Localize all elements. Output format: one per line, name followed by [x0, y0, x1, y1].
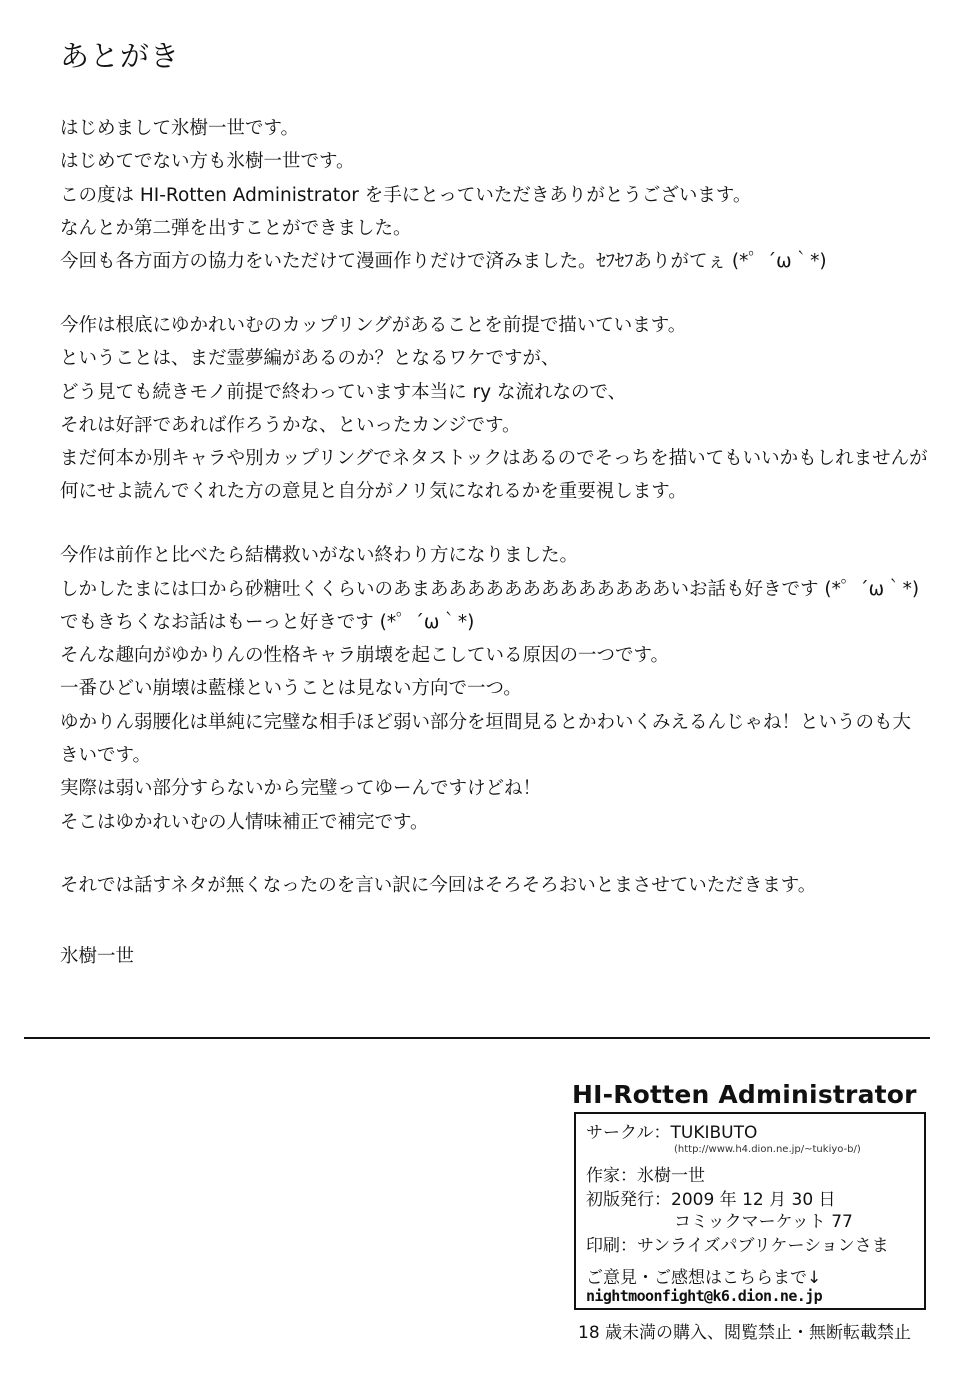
afterword-line: 何にせよ読んでくれた方の意見と自分がノリ気になれるかを重要視します。: [60, 481, 687, 503]
afterword-paragraph: [60, 539, 960, 839]
colophon-author: 作家：氷樹一世: [586, 1166, 705, 1186]
afterword-line: はじめまして氷樹一世です。: [60, 118, 300, 139]
afterword-line: 実際は弱い部分すらないから完璧ってゆーんですけどね！: [60, 778, 542, 800]
afterword-line: まだ何本か別キャラや別カップリングでネタストックはあるのでそっちを描いてもいいかもしれませんが: [60, 448, 928, 470]
section-divider: [24, 1037, 930, 1039]
colophon-feedback: ご意見・ご感想はこちらまで↓: [586, 1268, 822, 1288]
page-title: あとがき: [60, 39, 181, 73]
afterword-line: この度は HI-Rotten Administrator を手にとっていただきありがとうございます。: [60, 184, 752, 206]
colophon-printer: 印刷：サンライズパブリケーションさま: [586, 1236, 889, 1256]
afterword-line: しかしたまには口から砂糖吐くくらいのあまあああああああああああああいお話も好きです (*゜´ω｀*): [60, 578, 920, 600]
afterword-line: どう見ても続きモノ前提で終わっています本当に ry な流れなので、: [60, 381, 627, 403]
author-signature: 氷樹一世: [60, 946, 135, 967]
afterword-line: 今作は前作と比べたら結構救いがない終わり方になりました。: [60, 545, 579, 567]
colophon-box: [574, 1112, 926, 1310]
afterword-paragraph: [60, 309, 960, 509]
afterword-line: それは好評であれば作ろうかな、といったカンジです。: [60, 414, 521, 436]
age-restriction-notice: 18 歳未満の購入、閲覧禁止・無断転載禁止: [578, 1323, 912, 1343]
colophon-circle-url: (http://www.h4.dion.ne.jp/~tukiyo-b/): [674, 1144, 861, 1155]
afterword-line: そこはゆかれいむの人情味補正で補完です。: [60, 811, 429, 833]
colophon-event: コミックマーケット 77: [674, 1212, 853, 1232]
afterword-line: それでは話すネタが無くなったのを言い訳に今回はそろそろおいとまさせていただきます。: [60, 875, 817, 897]
afterword-line: 今作は根底にゆかれいむのカップリングがあることを前提で描いています。: [60, 314, 687, 336]
colophon-circle: サークル：TUKIBUTO: [586, 1123, 758, 1143]
afterword-line: でもきちくなお話はもーっと好きです (*゜´ω｀*): [60, 611, 475, 633]
afterword-line: ゆかりん弱腰化は単純に完璧な相手ほど弱い部分を垣間見るとかわいくみえるんじゃね！というのも大: [60, 711, 912, 733]
afterword-paragraph: [60, 869, 960, 902]
afterword-line: 今回も各方面方の協力をいただけて漫画作りだけで済みました。ｾﾌｾﾌありがてぇ (*゜´ω｀*): [60, 251, 827, 273]
colophon-first-edition: 初版発行：2009 年 12 月 30 日: [586, 1190, 836, 1210]
afterword-line: 一番ひどい崩壊は藍様ということは見ない方向で一つ。: [60, 678, 522, 700]
colophon-title: HI-Rotten Administrator: [572, 1080, 917, 1109]
afterword-line: はじめてでない方も氷樹一世です。: [60, 151, 355, 173]
afterword-paragraph: [60, 112, 960, 278]
afterword-line: なんとか第二弾を出すことができました。: [60, 217, 412, 239]
afterword-line: そんな趣向がゆかりんの性格キャラ崩壊を起こしている原因の一つです。: [60, 645, 670, 667]
colophon-email: nightmoonfight@k6.dion.ne.jp: [586, 1287, 823, 1305]
afterword-line: ということは、まだ霊夢編があるのか？となるワケですが、: [60, 348, 560, 370]
afterword-body: [60, 112, 960, 933]
afterword-line: きいです。: [60, 745, 152, 767]
